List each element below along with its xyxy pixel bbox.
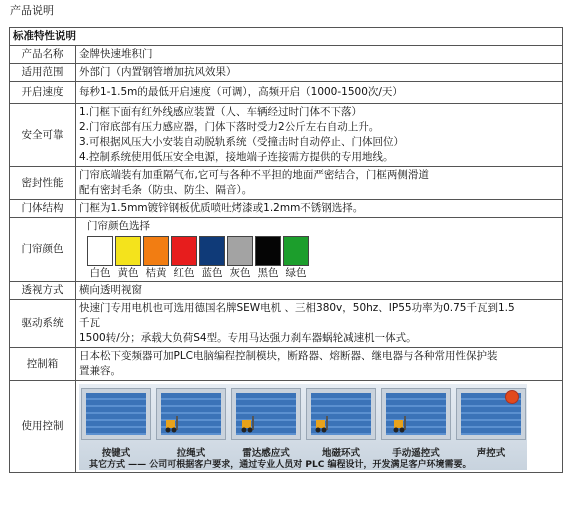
row-value: 横向透明视窗 xyxy=(76,282,563,300)
swatch-item xyxy=(226,236,254,280)
seal-line: 配有密封毛条（防虫、防尘、隔音）。 xyxy=(79,184,253,196)
swatch-label: 黑色 xyxy=(257,267,279,279)
drive-line: 1500转/分；承载大负荷S4型。专用马达强力刹车器蜗轮减速机一体式。 xyxy=(79,332,417,344)
row-seal xyxy=(10,167,563,200)
swatch-row xyxy=(86,236,559,280)
swatch-label: 灰色 xyxy=(229,267,251,279)
row-label: 门体结构 xyxy=(10,200,76,218)
safety-line: 1.门框下面有红外线感应装置（人、车辆经过时门体不下落） xyxy=(79,106,363,118)
row-value: 外部门（内置钢管增加抗风效果） xyxy=(76,64,563,82)
drive-line: 快速门专用电机也可选用德国名牌SEW电机 、三相380v，50hz、IP55功率为0.75千瓦到1.5 xyxy=(79,302,515,314)
control-mode-label: 声控式 xyxy=(476,448,506,459)
forklift-icon xyxy=(391,414,409,434)
row-label: 使用控制 xyxy=(10,381,76,473)
swatch-item xyxy=(198,236,226,280)
row-control-use xyxy=(10,381,563,473)
row-label: 透视方式 xyxy=(10,282,76,300)
safety-line: 2.门帘底部有压力感应器，门体下落时受力2公斤左右自动上升。 xyxy=(79,121,380,133)
row-label: 密封性能 xyxy=(10,167,76,200)
seal-line: 门帘底端装有加重隔气布,它可与各种不平担的地面严密结合，门框两侧滑道 xyxy=(79,169,429,181)
forklift-icon xyxy=(239,414,257,434)
row-label: 门帘颜色 xyxy=(10,218,76,282)
alarm-icon xyxy=(505,390,519,404)
swatch-item xyxy=(282,236,310,280)
swatch-item xyxy=(254,236,282,280)
row-value: 金牌快速堆积门 xyxy=(76,46,563,64)
safety-line: 3.可根据风压大小安装自动脱轨系统（受撞击时自动停止、门体回位） xyxy=(79,136,405,148)
control-footnote: 其它方式 —— 公司可根据客户要求，通过专业人员对 PLC 编程设计，开发满足客户环境需要。 xyxy=(89,460,472,470)
row-value xyxy=(76,104,563,167)
control-box-line: 日本松下变频器可加PLC电脑编程控制模块，断路器、熔断器、继电器与各种常用性保护装 xyxy=(79,350,498,362)
control-box-line: 置兼容。 xyxy=(79,365,121,377)
row-drive xyxy=(10,300,563,348)
swatch-label: 蓝色 xyxy=(201,267,223,279)
swatch-item xyxy=(170,236,198,280)
swatch-item xyxy=(86,236,114,280)
safety-line: 4.控制系统使用低压安全电源，接地端子连接需方提供的专用地线。 xyxy=(79,151,394,163)
row-label: 开启速度 xyxy=(10,82,76,104)
row-control-box xyxy=(10,348,563,381)
table-title: 标准特性说明 xyxy=(10,28,563,46)
control-mode-label: 按键式 xyxy=(101,448,131,459)
row-safety xyxy=(10,104,563,167)
door-illustration xyxy=(81,388,151,440)
swatch-label: 红色 xyxy=(173,267,195,279)
color-swatch xyxy=(227,236,253,266)
control-mode-label: 雷达感应式 xyxy=(242,448,290,459)
forklift-icon xyxy=(163,414,181,434)
row-scope xyxy=(10,64,563,82)
table-title-row xyxy=(10,28,563,46)
swatch-label: 白色 xyxy=(89,267,111,279)
spec-table xyxy=(9,27,563,473)
color-swatch xyxy=(199,236,225,266)
swatch-item xyxy=(142,236,170,280)
row-value xyxy=(76,218,563,282)
row-value: 每秒1-1.5m的最低开启速度（可调），高频开启（1000-1500次/天） xyxy=(76,82,563,104)
row-value: 门框为1.5mm镀锌钢板优质喷吐烤漆或1.2mm不锈钢选择。 xyxy=(76,200,563,218)
swatch-item xyxy=(114,236,142,280)
row-value xyxy=(76,167,563,200)
forklift-icon xyxy=(313,414,331,434)
row-value xyxy=(76,348,563,381)
row-view xyxy=(10,282,563,300)
drive-line: 千瓦 xyxy=(79,317,100,329)
color-swatch xyxy=(171,236,197,266)
row-value xyxy=(76,381,563,473)
color-swatch xyxy=(87,236,113,266)
door-curtain-icon xyxy=(86,393,146,435)
color-swatch xyxy=(143,236,169,266)
color-title: 门帘颜色选择 xyxy=(87,220,150,232)
swatch-label: 黄色 xyxy=(117,267,139,279)
row-label: 适用范围 xyxy=(10,64,76,82)
control-mode-label: 手动遥控式 xyxy=(392,448,440,459)
swatch-label: 桔黄 xyxy=(145,267,167,279)
control-modes-illustration xyxy=(79,384,527,470)
color-swatch xyxy=(283,236,309,266)
row-label: 控制箱 xyxy=(10,348,76,381)
row-label: 驱动系统 xyxy=(10,300,76,348)
row-label: 安全可靠 xyxy=(10,104,76,167)
control-mode-label: 拉绳式 xyxy=(176,448,206,459)
row-label: 产品名称 xyxy=(10,46,76,64)
row-name xyxy=(10,46,563,64)
color-swatch xyxy=(255,236,281,266)
row-structure xyxy=(10,200,563,218)
color-swatch xyxy=(115,236,141,266)
row-color xyxy=(10,218,563,282)
page-header: 产品说明 xyxy=(10,4,54,17)
control-mode-label: 地磁环式 xyxy=(321,448,360,459)
row-speed xyxy=(10,82,563,104)
row-value xyxy=(76,300,563,348)
swatch-label: 绿色 xyxy=(285,267,307,279)
